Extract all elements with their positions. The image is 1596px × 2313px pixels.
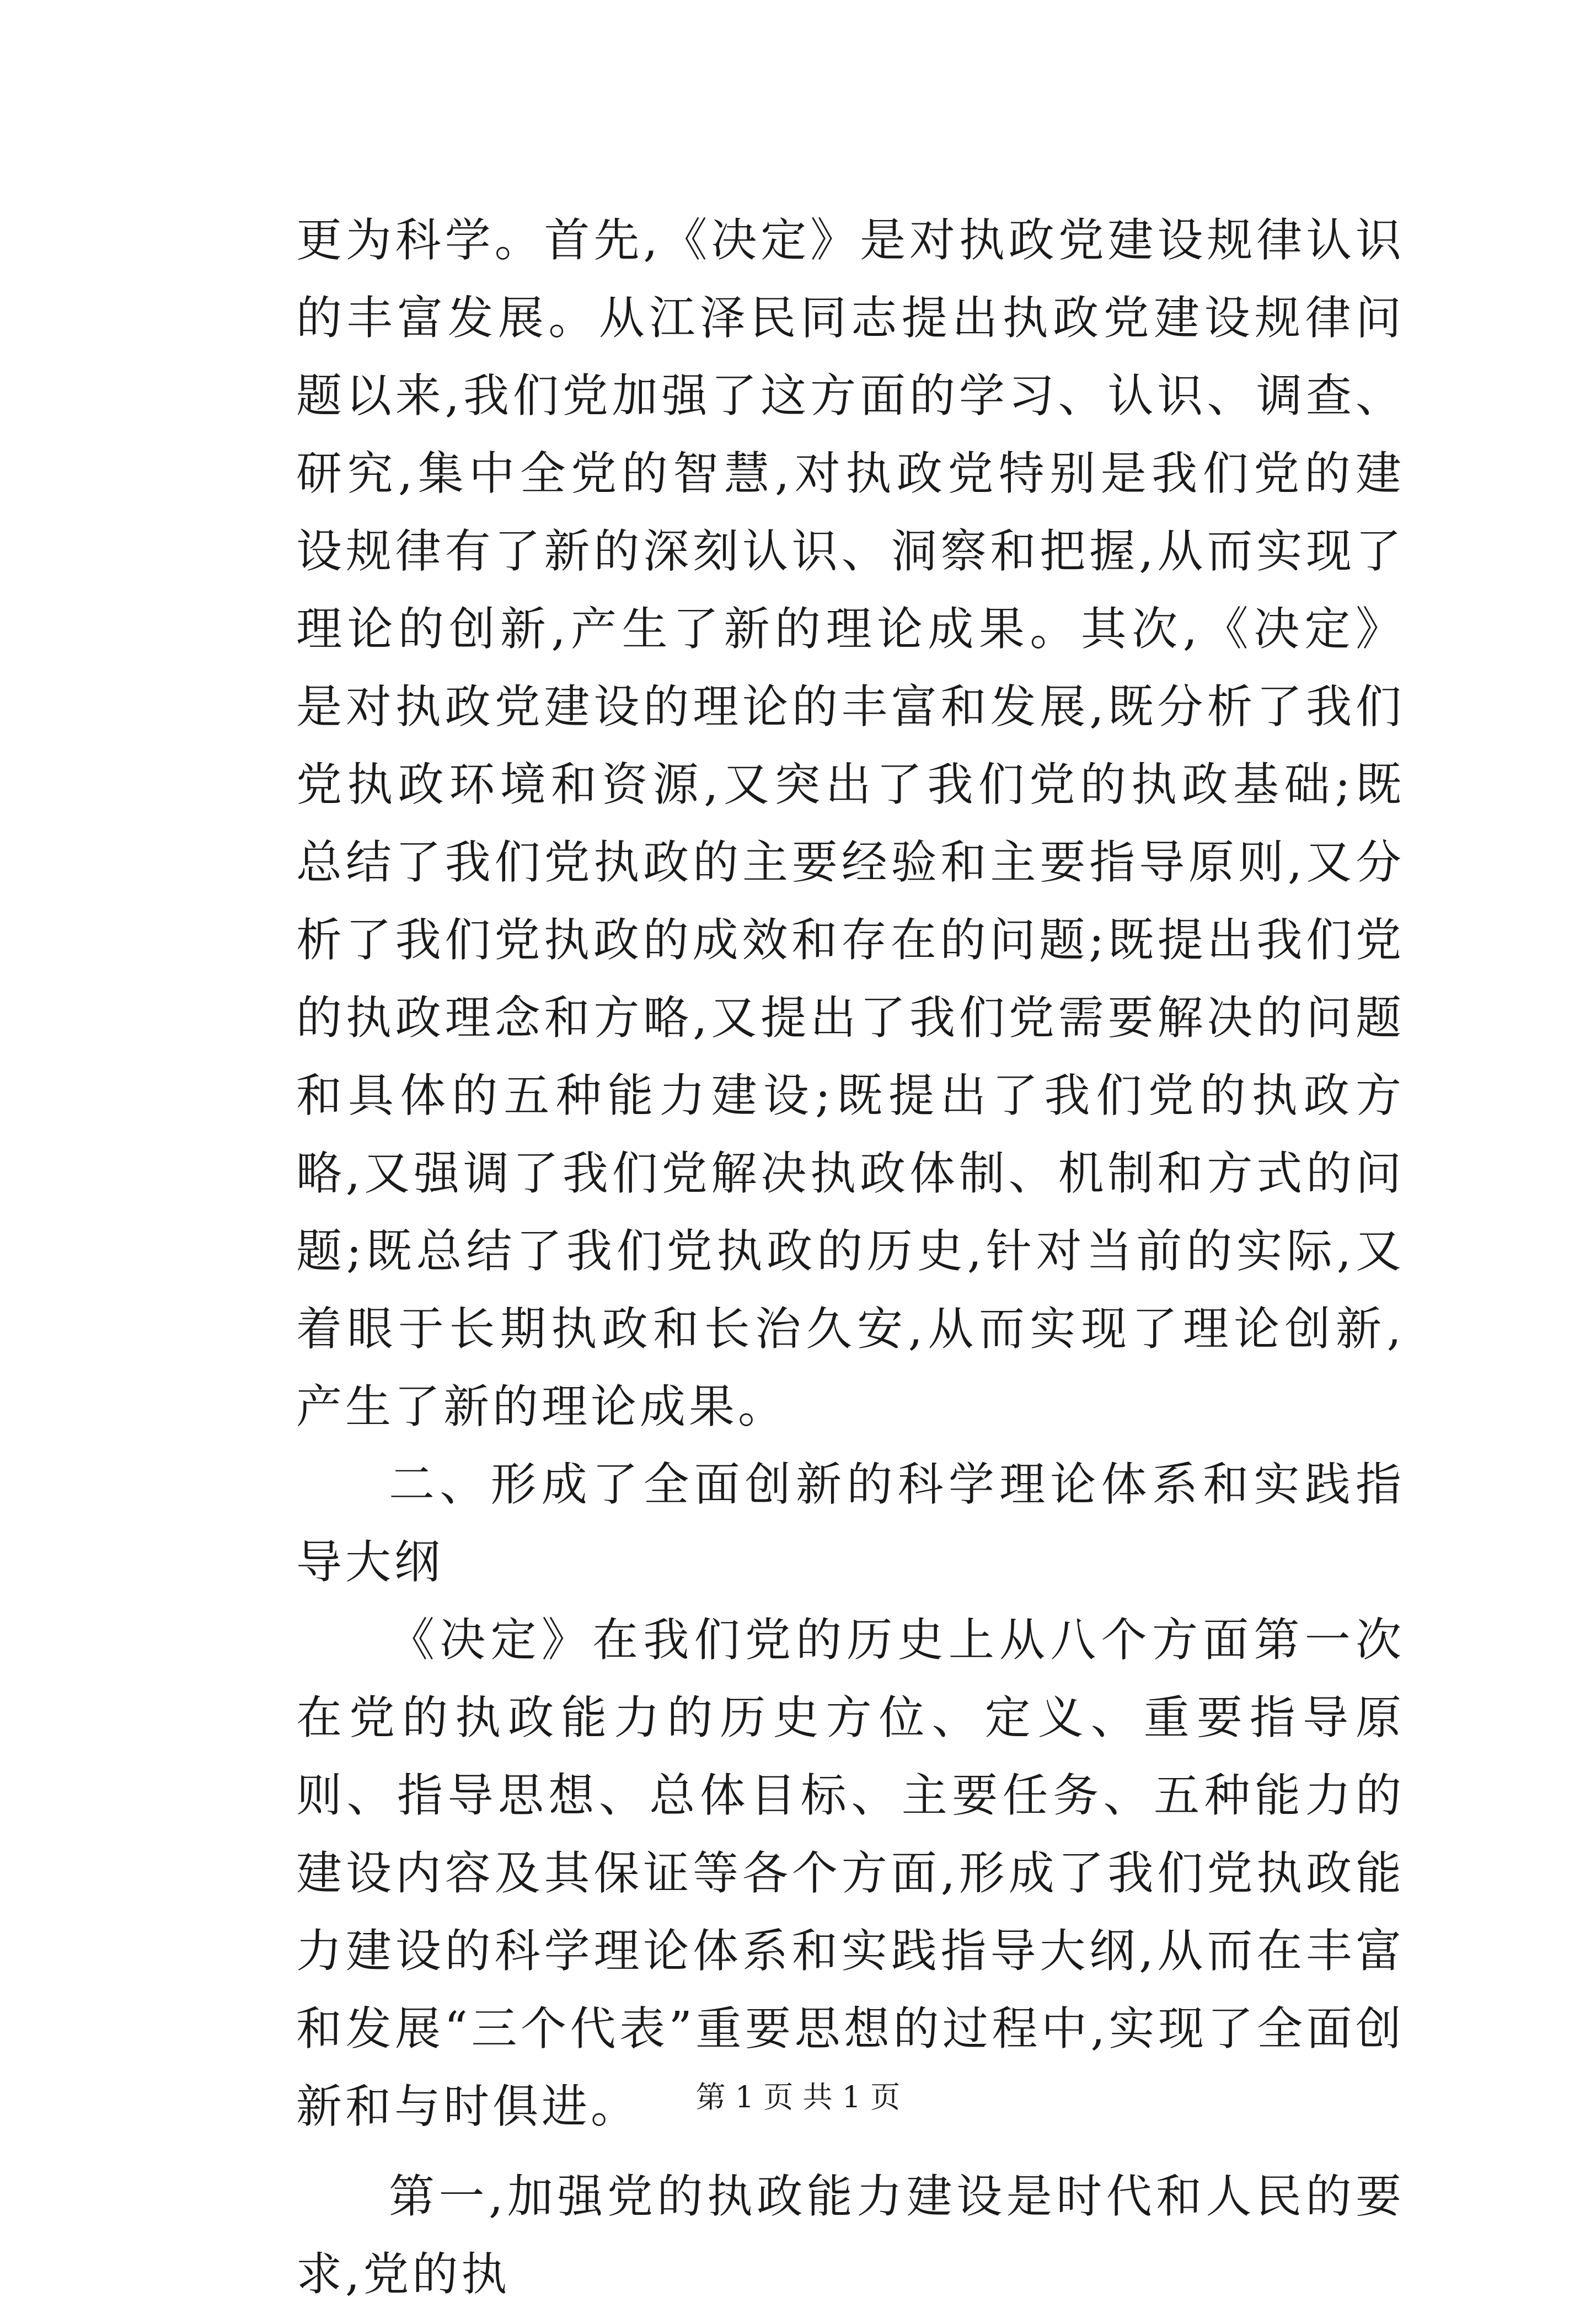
paragraph-decision-overview: 《决定》在我们党的历史上从八个方面第一次在党的执政能力的历史方位、定义、重要指导原则、指导思想、总体目标、主要任务、五种能力的建设内容及其保证等各个方面,形成了我们党执政能力建设的科学理论体系和实践指导大纲,从而在丰富和发展“三个代表”重要思想的过程中,实现了全面创新和与时俱进。 bbox=[296, 1613, 1405, 2133]
paragraph-continuation: 更为科学。首先,《决定》是对执政党建设规律认识的丰富发展。从江泽民同志提出执政党建设规律问题以来,我们党加强了这方面的学习、认识、调查、研究,集中全党的智慧,对执政党特别是我们党的建设规律有了新的深刻认识、洞察和把握,从而实现了理论的创新,产生了新的理论成果。其次,《决定》是对执政党建设的理论的丰富和发展,既分析了我们党执政环境和资源,又突出了我们党的执政基础;既总结了我们党执政的主要经验和主要指导原则,又分析了我们党执政的成效和存在的问题;既提出我们党的执政理念和方略,又提出了我们党需要解决的问题和具体的五种能力建设;既提出了我们党的执政方略,又强调了我们党解决执政体制、机制和方式的问题;既总结了我们党执政的历史,针对当前的实际,又着眼于长期执政和长治久安,从而实现了理论创新,产生了新的理论成果。 bbox=[296, 213, 1405, 1433]
document-body bbox=[296, 201, 1405, 2313]
page-footer: 第 1 页 共 1 页 bbox=[695, 2080, 901, 2114]
paragraph-first-point: 第一,加强党的执政能力建设是时代和人民的要求,党的执 bbox=[296, 2170, 1405, 2301]
section-heading-2: 二、形成了全面创新的科学理论体系和实践指导大纲 bbox=[296, 1458, 1405, 1589]
